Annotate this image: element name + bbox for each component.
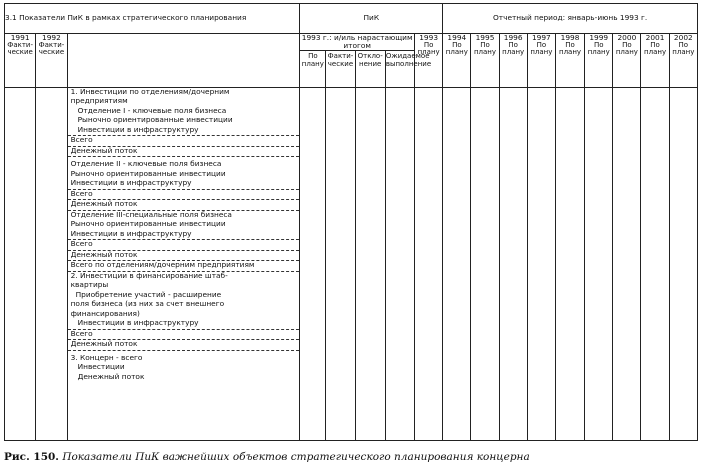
- column-label: По плану: [502, 40, 525, 57]
- column-label: Ожидаемое выполнение: [385, 52, 432, 68]
- indicator-line: Денежный поток: [68, 340, 300, 351]
- indicator-line: Всего: [68, 330, 300, 341]
- plan-col-2000: [613, 33, 641, 87]
- data-cell: [555, 87, 584, 440]
- indicator-line: Инвестиции: [77, 362, 125, 372]
- indicator-line: Отделение II - ключевые поля бизнеса: [70, 159, 222, 169]
- indicator-line: 2. Инвестиции в финансирование штаб-: [70, 270, 228, 280]
- indicator-line: поля бизнеса (из них за счет внешнего: [70, 299, 225, 309]
- indicator-column-header: [67, 33, 300, 87]
- column-year: 1999: [589, 32, 609, 42]
- column-label: Факти-ческие: [38, 40, 65, 57]
- indicator-line: Инвестиции в инфраструктуру: [68, 179, 300, 190]
- indicator-line: Приобретение участий - расширение: [75, 289, 222, 299]
- plan-col-2002: [669, 33, 697, 87]
- header-row-title: [5, 4, 698, 34]
- column-year: 1996: [503, 32, 523, 42]
- column-year: 1991: [10, 32, 30, 42]
- column-label: По плану: [559, 40, 582, 57]
- column-label: По плану: [473, 40, 497, 57]
- column-year: 1997: [531, 32, 551, 42]
- plan-col-1997: [527, 33, 555, 87]
- column-year: 2002: [673, 32, 693, 42]
- data-cell: [443, 87, 471, 440]
- indicator-line: Отделение I - ключевые поля бизнеса: [77, 105, 227, 115]
- indicator-line: Инвестиции в инфраструктуру: [68, 126, 300, 137]
- data-cell: [326, 87, 355, 440]
- column-year: 1992: [42, 32, 61, 42]
- indicator-line: предприятиям: [70, 96, 128, 106]
- column-year: 2001: [645, 32, 665, 42]
- column-label: По плану: [417, 40, 440, 57]
- indicator-line: Всего: [68, 190, 300, 201]
- plan-col-1996: [499, 33, 527, 87]
- plan-col-1998: [555, 33, 584, 87]
- indicator-list: [68, 88, 300, 383]
- indicator-line: 3. Концерн - всего: [70, 352, 143, 362]
- column-label: По плану: [644, 40, 667, 57]
- indicator-line: Инвестиции в инфраструктуру: [68, 230, 300, 241]
- indicator-line: квартиры: [70, 280, 109, 290]
- column-label: По плану: [445, 40, 468, 57]
- indicator-line: Рыночно ориентированные инвестиции: [77, 115, 233, 125]
- column-label: По плану: [672, 40, 695, 57]
- header-row-years: [5, 33, 698, 51]
- body-row: [5, 87, 698, 440]
- column-label: По плану: [301, 52, 324, 68]
- column-label: Факти-ческие: [7, 40, 33, 57]
- indicator-line: Инвестиции в инфраструктуру: [68, 319, 300, 330]
- y1993-col-2: [355, 51, 385, 88]
- column-year: 1998: [560, 32, 580, 42]
- indicator-line: Денежный поток: [68, 251, 300, 262]
- indicator-list-cell: [67, 87, 300, 440]
- y1993-col-3: [385, 51, 432, 88]
- figure-caption-text: Показатели ПиК важнейших объектов стратегического планирования концерна: [62, 451, 530, 463]
- column-label: По плану: [587, 40, 610, 57]
- data-cell: [300, 87, 326, 440]
- column-year: 2000: [617, 32, 637, 42]
- column-year: 1993: [419, 32, 439, 42]
- indicator-line: Рыночно ориентированные инвестиции: [70, 168, 226, 178]
- fact-1991-cell: [5, 87, 36, 440]
- column-label: По плану: [615, 40, 638, 57]
- column-label: По плану: [530, 40, 553, 57]
- fact-col-1992: [36, 33, 67, 87]
- data-cell: [527, 87, 555, 440]
- data-cell: [585, 87, 613, 440]
- indicator-line: Денежный поток: [68, 200, 300, 211]
- data-cell: [613, 87, 641, 440]
- y1993-group-header: 1993 г.: и/иль нарастающим итогом: [301, 32, 413, 50]
- y1993-col-0: [300, 51, 326, 88]
- reporting-period: Отчетный период: январь-июнь 1993 г.: [443, 4, 698, 34]
- plan-col-1994: [443, 33, 471, 87]
- form-title: 3.1 Показатели ПиК в рамках стратегического планирования: [5, 4, 300, 34]
- indicator-line: Денежный поток: [68, 147, 300, 158]
- column-year: 1994: [447, 32, 467, 42]
- column-label: Откло-нение: [357, 52, 383, 68]
- data-cell: [355, 87, 385, 440]
- figure-caption: [4, 451, 694, 463]
- indicator-line: Всего: [68, 240, 300, 251]
- data-cell: [415, 87, 443, 440]
- data-cell: [385, 87, 414, 440]
- indicator-line: Денежный поток: [77, 371, 145, 381]
- data-cell: [499, 87, 527, 440]
- indicator-line: 1. Инвестиции по отделениям/дочерним: [70, 86, 230, 96]
- data-cell: [641, 87, 669, 440]
- indicator-line: Отделение III-специальные поля бизнеса: [70, 209, 232, 219]
- pik-header: ПиК: [300, 4, 443, 34]
- figure-number: Рис. 150.: [4, 451, 59, 463]
- column-year: 1995: [475, 32, 495, 42]
- data-cell: [471, 87, 499, 440]
- fact-1992-cell: [36, 87, 67, 440]
- column-label: Факти-ческие: [327, 52, 354, 68]
- indicator-line: Всего по отделениям/дочерним предприятиям: [68, 261, 300, 272]
- data-cell: [669, 87, 697, 440]
- planning-form-table: [4, 3, 698, 441]
- plan-col-2001: [641, 33, 669, 87]
- fact-col-1991: [5, 33, 36, 87]
- plan-col-1999: [585, 33, 613, 87]
- indicator-line: Рыночно ориентированные инвестиции: [70, 219, 226, 229]
- indicator-line: Всего: [68, 136, 300, 147]
- y1993-col-1: [326, 51, 355, 88]
- indicator-line: финансирования): [70, 308, 140, 318]
- plan-col-1995: [471, 33, 499, 87]
